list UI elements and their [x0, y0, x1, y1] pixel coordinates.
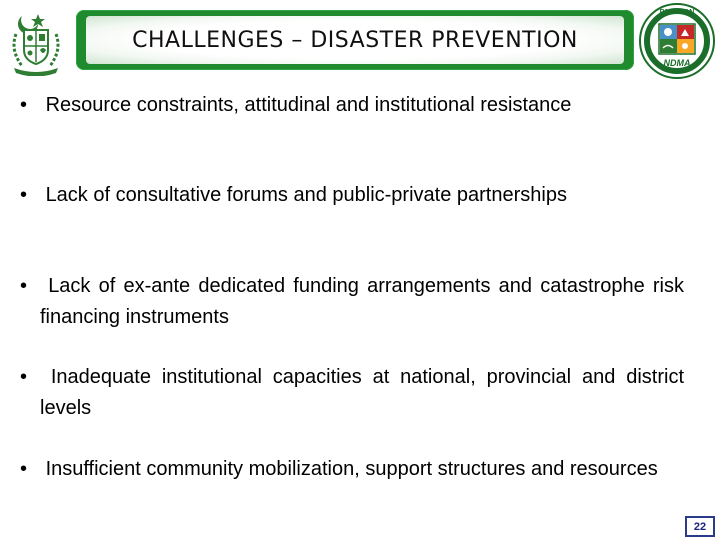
- list-item: [20, 454, 684, 485]
- page-number: [685, 516, 715, 537]
- bullet-marker: •: [20, 458, 28, 480]
- bullet-marker: •: [20, 366, 28, 388]
- bullet-marker: •: [20, 275, 28, 297]
- page-title: CHALLENGES – DISASTER PREVENTION: [132, 27, 578, 53]
- list-item-text: Inadequate institutional capacities at national, provincial and district levels: [40, 366, 684, 419]
- logo-bottom-text: NDMA: [663, 58, 691, 68]
- title-panel: [86, 16, 624, 64]
- ndma-logo-icon: [638, 2, 716, 80]
- title-banner: [76, 10, 634, 70]
- list-item-text: Lack of ex-ante dedicated funding arrangements and catastrophe risk financing instruments: [40, 275, 684, 328]
- bullet-marker: •: [20, 94, 28, 116]
- list-item-text: Resource constraints, attitudinal and institutional resistance: [45, 94, 572, 116]
- list-item: [20, 180, 684, 211]
- bullet-marker: •: [20, 184, 28, 206]
- list-item-text: Lack of consultative forums and public-private partnerships: [45, 184, 567, 206]
- list-item: [20, 271, 684, 333]
- page-number-text: 22: [693, 520, 707, 533]
- list-item: [20, 362, 684, 424]
- pakistan-state-emblem-icon: [2, 6, 70, 76]
- list-item-text: Insufficient community mobilization, support structures and resources: [45, 458, 658, 480]
- list-item: [20, 90, 684, 121]
- logo-top-text: PAKISTAN: [659, 9, 695, 16]
